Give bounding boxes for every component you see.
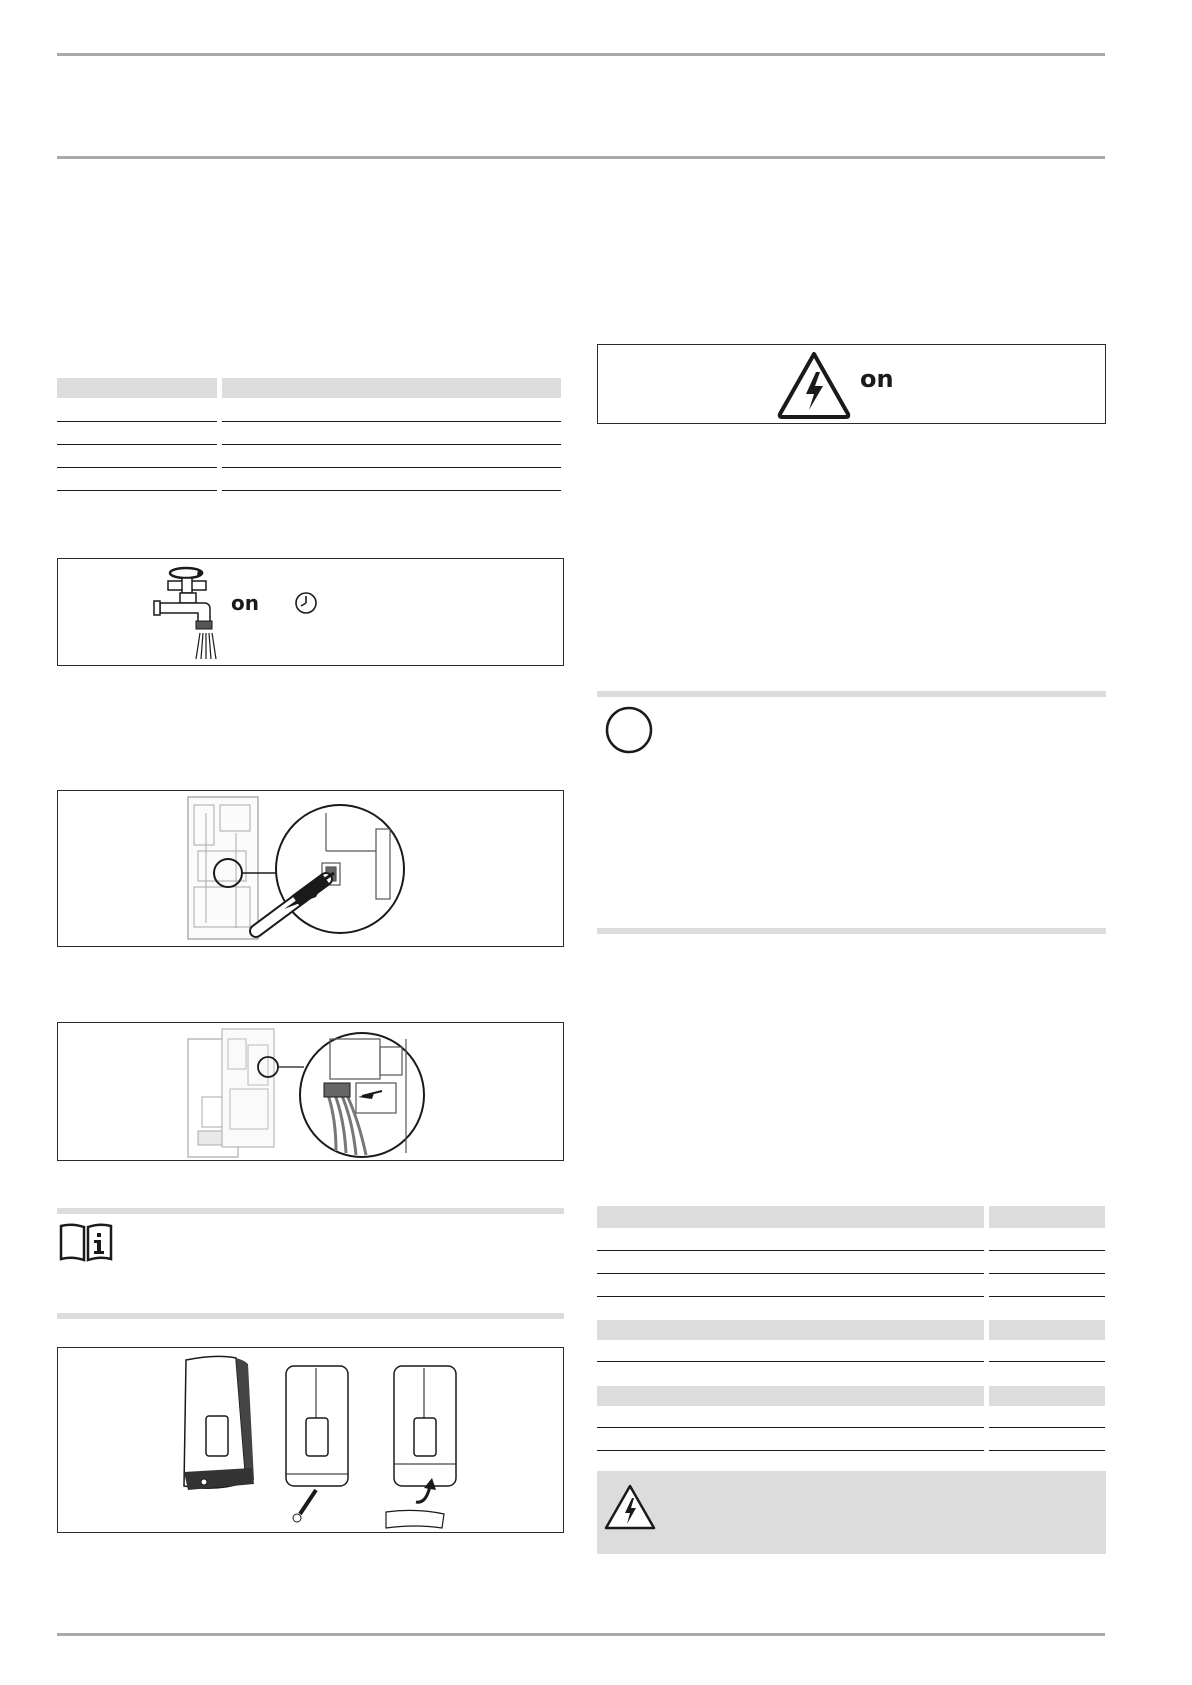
info-circle-icon [604, 705, 654, 755]
table-header-cell [57, 378, 217, 398]
table-header-cell [989, 1320, 1105, 1340]
high-voltage-warning-icon [776, 350, 852, 420]
table-row [597, 1450, 984, 1451]
table-header-cell [989, 1386, 1105, 1406]
header-top-rule [57, 53, 1105, 56]
power-on-figure-box [597, 344, 1106, 424]
electric-warning-icon [603, 1483, 657, 1531]
tap-figure-box [57, 558, 564, 666]
table-row [222, 467, 561, 468]
table-header-cell [597, 1386, 984, 1406]
tap-icon [154, 563, 224, 663]
table-row [57, 444, 217, 445]
table-row [222, 490, 561, 491]
info-notice-top-bar [597, 691, 1106, 697]
screwdriver-icon [176, 793, 456, 945]
table-row [597, 1296, 984, 1297]
table-header-cell [597, 1206, 984, 1228]
table-row [597, 1250, 984, 1251]
table-row [989, 1250, 1105, 1251]
table-row [597, 1361, 984, 1362]
table-row [57, 467, 217, 468]
table-row [222, 444, 561, 445]
cable-connector-icon [186, 1025, 476, 1159]
appliance-cover-icon [176, 1354, 506, 1530]
tap-on-label: on [231, 591, 259, 615]
info-notice-bottom-bar [597, 928, 1106, 934]
table-row [989, 1273, 1105, 1274]
table-header-cell [597, 1320, 984, 1340]
clock-icon [294, 591, 318, 615]
header-bottom-rule [57, 156, 1105, 159]
table-header-cell [222, 378, 561, 398]
table-row [989, 1427, 1105, 1428]
left-table [57, 378, 561, 493]
footer-rule [57, 1633, 1105, 1636]
table-row [597, 1427, 984, 1428]
power-on-label: on [860, 365, 894, 393]
table-row [57, 490, 217, 491]
notice-top-bar [57, 1208, 564, 1214]
table-header-cell [989, 1206, 1105, 1228]
table-row [989, 1361, 1105, 1362]
notice-bottom-bar [57, 1313, 564, 1319]
table-row [597, 1273, 984, 1274]
right-table [597, 1206, 1105, 1451]
electric-warning-panel [597, 1471, 1106, 1554]
connector-figure-box [57, 1022, 564, 1161]
table-row [222, 421, 561, 422]
read-manual-icon [58, 1221, 114, 1263]
table-row [989, 1296, 1105, 1297]
reset-button-figure-box [57, 790, 564, 947]
table-row [989, 1450, 1105, 1451]
table-row [57, 421, 217, 422]
cover-figure-box [57, 1347, 564, 1533]
